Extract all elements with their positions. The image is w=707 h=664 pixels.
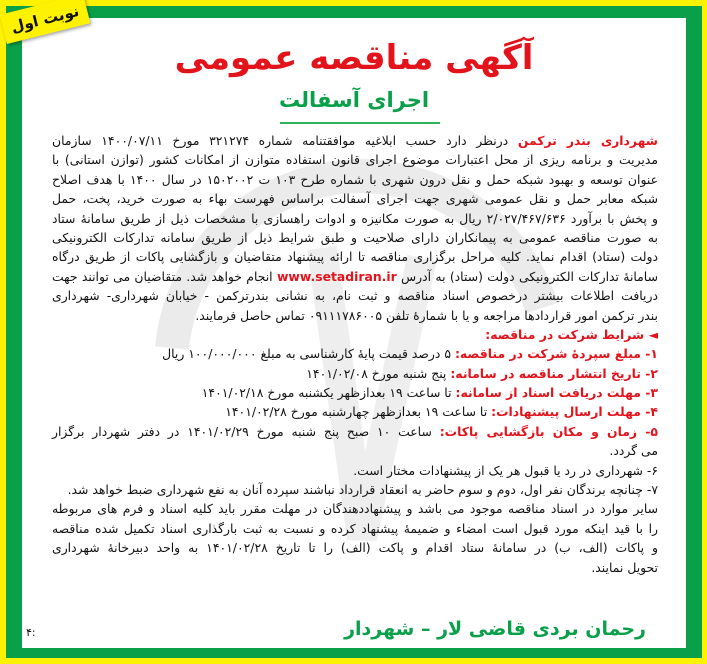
subtitle-underline [280, 122, 440, 124]
other-line: تحویل نمایند. [591, 559, 658, 575]
intro-line: دولت (ستاد) اقدام نماید. کلیه مراحل برگزاری مناقصه تا ارائه پیشنهاد متقاضیان و بازگشایی پاکات از طریق درگاه [52, 249, 658, 265]
condition-item: ۷- چنانچه برندگان نفر اول، دوم و سوم حاضر به انعقاد قرارداد نباشند سپرده آنان به نفع شهرداری ضبط خواهد شد. [67, 482, 658, 498]
condition-item: ۶- شهرداری در رد یا قبول هر یک از پیشنهادات مختار است. [353, 462, 658, 478]
intro-line: شبکه معابر حمل و نقل عمومی شهری جهت اجرای آسفالت براساس فهرست بهاء به صورت خرید، پخت، حمل [52, 191, 658, 207]
condition-label: ۳- مهلت دریافت اسناد از سامانه: [455, 385, 658, 401]
condition-item-continued: می گردد. [609, 443, 658, 459]
setadiran-link[interactable]: www.setadiran.ir [276, 268, 397, 284]
condition-item [52, 344, 658, 363]
condition-item [52, 402, 658, 421]
intro-text: سامانهٔ تدارکات الکترونیکی دولت (ستاد) به آدرس [401, 268, 658, 284]
condition-text: تا ساعت ۱۹ بعدازظهر چهارشنبه مورخ ۱۴۰۱/۰۲/۲۸ [225, 404, 488, 420]
notice-title: آگهی مناقصه عمومی [174, 38, 534, 78]
first-publication-badge: نوبت اول [0, 0, 90, 44]
other-line: سایر موارد در اسناد مناقصه موجود می باشد و پیشنهاددهندگان در مهلت مقرر باید کلیه اسناد و فرم های مربوطه [52, 501, 658, 517]
tender-notice [22, 18, 686, 648]
intro-line: و پخش با برآورد ۲/۰۲۷/۴۶۷/۶۳۶ ریال به صورت مکانیزه و ادوات راهسازی با مشخصات ذیل از طریق سامانهٔ ستاد [52, 210, 659, 226]
intro-line [52, 267, 658, 286]
intro-line: عنوان توسعه و بهبود شبکه حمل و نقل درون شهری با شماره طرح ۱۰۳ ت ۱۵۰۲۰۰۲ در سال ۱۴۰۰ با هدف اصلاح [52, 171, 658, 187]
intro-line: بندر ترکمن امور قراردادها مراجعه و یا با شمارهٔ تلفن ۰۹۱۱۱۷۸۶۰۰۵ تماس حاصل فرمایند. [195, 307, 658, 323]
mayor-signature: رحمان بردی قاضی لار – شهردار [344, 618, 646, 640]
conditions-heading: ◄ شرایط شرکت در مناقصه: [485, 326, 658, 342]
condition-text: تا ساعت ۱۹ بعدازظهر یکشنبه مورخ ۱۴۰۱/۰۲/۱۸ [201, 385, 452, 401]
intro-text: انجام خواهد شد. متقاضیان می توانند جهت [52, 268, 273, 284]
condition-text: ۵ درصد قیمت پایهٔ کارشناسی به مبلغ ۱۰۰/۰۰۰/۰۰۰ ریال [162, 346, 451, 362]
intro-line [52, 131, 658, 150]
intro-line: دریافت اطلاعات بیشتر درخصوص اسناد مناقصه و ثبت نام، به نشانی بندرترکمن - خیابان شهرداری- شهرداری [52, 288, 658, 304]
notice-subtitle: اجرای آسفالت [278, 88, 430, 112]
notice-body [52, 131, 658, 577]
condition-text: پنج شنبه مورخ ۱۴۰۱/۰۲/۰۸ [306, 365, 447, 381]
condition-item [52, 422, 658, 441]
condition-text: ساعت ۱۰ صبح پنج شنبه مورخ ۱۴۰۱/۰۲/۲۹ در دفتر شهردار برگزار [52, 423, 432, 439]
other-line: را با قید اینکه مورد قبول است امضاء و ضمیمهٔ پیشنهاد کرده و نسبت به ثبت بارگذاری اسناد تکمیل شده مناقصه [52, 520, 658, 536]
intro-text: درنظر دارد حسب ابلاغیه موافقتنامه شماره ۳۲۱۲۷۴ مورخ ۱۴۰۰/۰۷/۱۱ سازمان [52, 133, 509, 148]
page-mark: ۴: [26, 626, 36, 639]
condition-label: ۲- تاریخ انتشار مناقصه در سامانه: [450, 365, 658, 381]
condition-label: ۵- زمان و مکان بازگشایی پاکات: [439, 423, 658, 439]
condition-item [52, 383, 658, 402]
intro-line: مدیریت و برنامه ریزی از محل اعتبارات موضوع اجرای قانون استفاده متوازن از امکانات کشور (توازن استانی) با [52, 152, 658, 168]
other-line: و پاکات (الف، ب) در سامانهٔ ستاد اقدام و پاکت (الف) را تا تاریخ ۱۴۰۱/۰۲/۲۸ به واحد دبیرخانهٔ شهرداری [52, 540, 658, 556]
condition-label: ۱- مبلغ سپردهٔ شرکت در مناقصه: [454, 346, 658, 362]
condition-item [52, 364, 658, 383]
intro-line: به صورت مناقصه عمومی به پیمانکاران دارای صلاحیت و طبق شرایط ذیل از طریق سامانه تدارکات الکترونیکی [52, 229, 658, 245]
municipality-name: شهرداری بندر ترکمن [517, 133, 658, 148]
condition-label: ۴- مهلت ارسال پیشنهادات: [491, 404, 658, 420]
